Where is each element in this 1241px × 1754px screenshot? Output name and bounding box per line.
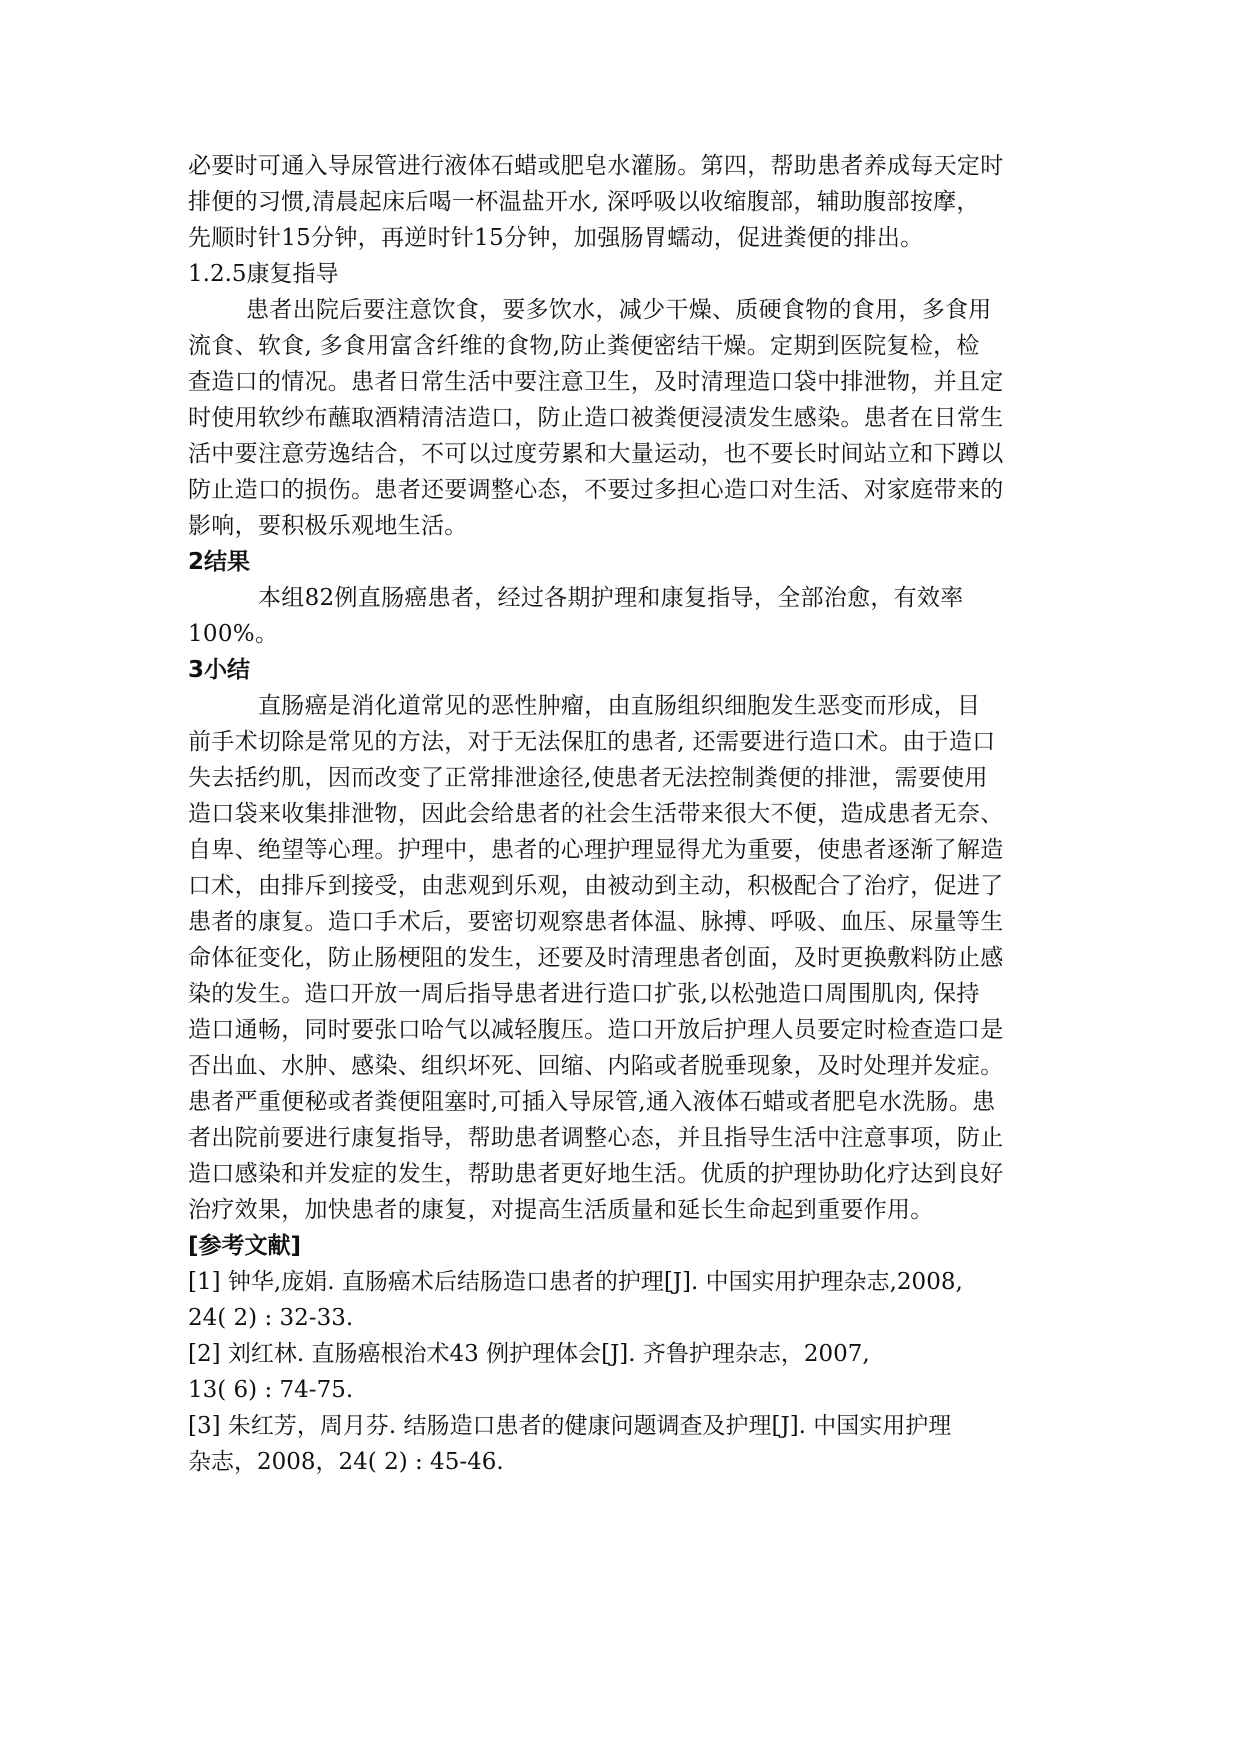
continuation-paragraph xyxy=(188,148,1068,256)
document-page xyxy=(188,148,1068,1480)
reference-line: 杂志，2008，24( 2) : 45-46. xyxy=(188,1449,504,1475)
paragraph-line: 患者出院后要注意饮食，要多饮水，减少干燥、质硬食物的食用，多食用 xyxy=(246,297,992,323)
reference-line: [1] 钟华,庞娟. 直肠癌术后结肠造口患者的护理[J]. 中国实用护理杂志,2008, xyxy=(188,1269,963,1295)
references-section xyxy=(188,1228,1068,1480)
section-rehab-guidance xyxy=(188,256,1068,544)
paragraph-line: 流食、软食, 多食用富含纤维的食物,防止粪便密结干燥。定期到医院复检，检 xyxy=(188,333,980,359)
paragraph-line: 者出院前要进行康复指导，帮助患者调整心态，并且指导生活中注意事项，防止 xyxy=(188,1125,1004,1151)
paragraph-line: 100%。 xyxy=(188,621,279,647)
paragraph-line: 前手术切除是常见的方法，对于无法保肛的患者, 还需要进行造口术。由于造口 xyxy=(188,729,996,755)
paragraph-line: 查造口的情况。患者日常生活中要注意卫生，及时清理造口袋中排泄物，并且定 xyxy=(188,369,1004,395)
paragraph-line: 染的发生。造口开放一周后指导患者进行造口扩张,以松弛造口周围肌肉, 保持 xyxy=(188,981,980,1007)
paragraph-line: 口术，由排斥到接受，由悲观到乐观，由被动到主动，积极配合了治疗，促进了 xyxy=(188,873,1004,899)
paragraph-line: 影响，要积极乐观地生活。 xyxy=(188,513,468,539)
paragraph-line: 患者严重便秘或者粪便阻塞时,可插入导尿管,通入液体石蜡或者肥皂水洗肠。患 xyxy=(188,1089,996,1115)
section-heading: 3小结 xyxy=(188,657,251,683)
reference-item xyxy=(188,1336,1068,1408)
reference-item xyxy=(188,1264,1068,1336)
paragraph-line: 时使用软纱布蘸取酒精清洁造口，防止造口被粪便浸渍发生感染。患者在日常生 xyxy=(188,405,1004,431)
paragraph-line: 自卑、绝望等心理。护理中，患者的心理护理显得尤为重要，使患者逐渐了解造 xyxy=(188,837,1004,863)
reference-line: 24( 2) : 32-33. xyxy=(188,1305,354,1331)
reference-line: [2] 刘红林. 直肠癌根治术43 例护理体会[J]. 齐鲁护理杂志，2007, xyxy=(188,1341,870,1367)
paragraph-line: 造口袋来收集排泄物，因此会给患者的社会生活带来很大不便，造成患者无奈、 xyxy=(188,801,1004,827)
section-heading: 1.2.5康复指导 xyxy=(188,261,339,287)
paragraph-line: 失去括约肌，因而改变了正常排泄途径,使患者无法控制粪便的排泄，需要使用 xyxy=(188,765,988,791)
paragraph-line: 排便的习惯,清晨起床后喝一杯温盐开水, 深呼吸以收缩腹部，辅助腹部按摩， xyxy=(188,189,980,215)
paragraph-line: 直肠癌是消化道常见的恶性肿瘤，由直肠组织细胞发生恶变而形成，目 xyxy=(258,693,981,719)
paragraph-line: 造口感染和并发症的发生，帮助患者更好地生活。优质的护理协助化疗达到良好 xyxy=(188,1161,1004,1187)
paragraph-line: 造口通畅，同时要张口哈气以减轻腹压。造口开放后护理人员要定时检查造口是 xyxy=(188,1017,1004,1043)
paragraph-line: 否出血、水肿、感染、组织坏死、回缩、内陷或者脱垂现象，及时处理并发症。 xyxy=(188,1053,1004,1079)
section-summary xyxy=(188,652,1068,1228)
reference-line: 13( 6) : 74-75. xyxy=(188,1377,354,1403)
paragraph-line: 本组82例直肠癌患者，经过各期护理和康复指导，全部治愈，有效率 xyxy=(258,585,964,611)
paragraph-line: 治疗效果，加快患者的康复，对提高生活质量和延长生命起到重要作用。 xyxy=(188,1197,934,1223)
reference-line: [3] 朱红芳，周月芬. 结肠造口患者的健康问题调查及护理[J]. 中国实用护理 xyxy=(188,1413,952,1439)
paragraph-line: 必要时可通入导尿管进行液体石蜡或肥皂水灌肠。第四，帮助患者养成每天定时 xyxy=(188,153,1004,179)
reference-item xyxy=(188,1408,1068,1480)
paragraph-line: 先顺时针15分钟，再逆时针15分钟，加强肠胃蠕动，促进粪便的排出。 xyxy=(188,225,924,251)
paragraph-line: 防止造口的损伤。患者还要调整心态，不要过多担心造口对生活、对家庭带来的 xyxy=(188,477,1004,503)
paragraph-line: 活中要注意劳逸结合，不可以过度劳累和大量运动，也不要长时间站立和下蹲以 xyxy=(188,441,1004,467)
section-results xyxy=(188,544,1068,652)
paragraph-line: 命体征变化，防止肠梗阻的发生，还要及时清理患者创面，及时更换敷料防止感 xyxy=(188,945,1004,971)
section-heading: 2结果 xyxy=(188,549,251,575)
paragraph-line: 患者的康复。造口手术后，要密切观察患者体温、脉搏、呼吸、血压、尿量等生 xyxy=(188,909,1004,935)
references-heading: [参考文献] xyxy=(188,1233,302,1259)
